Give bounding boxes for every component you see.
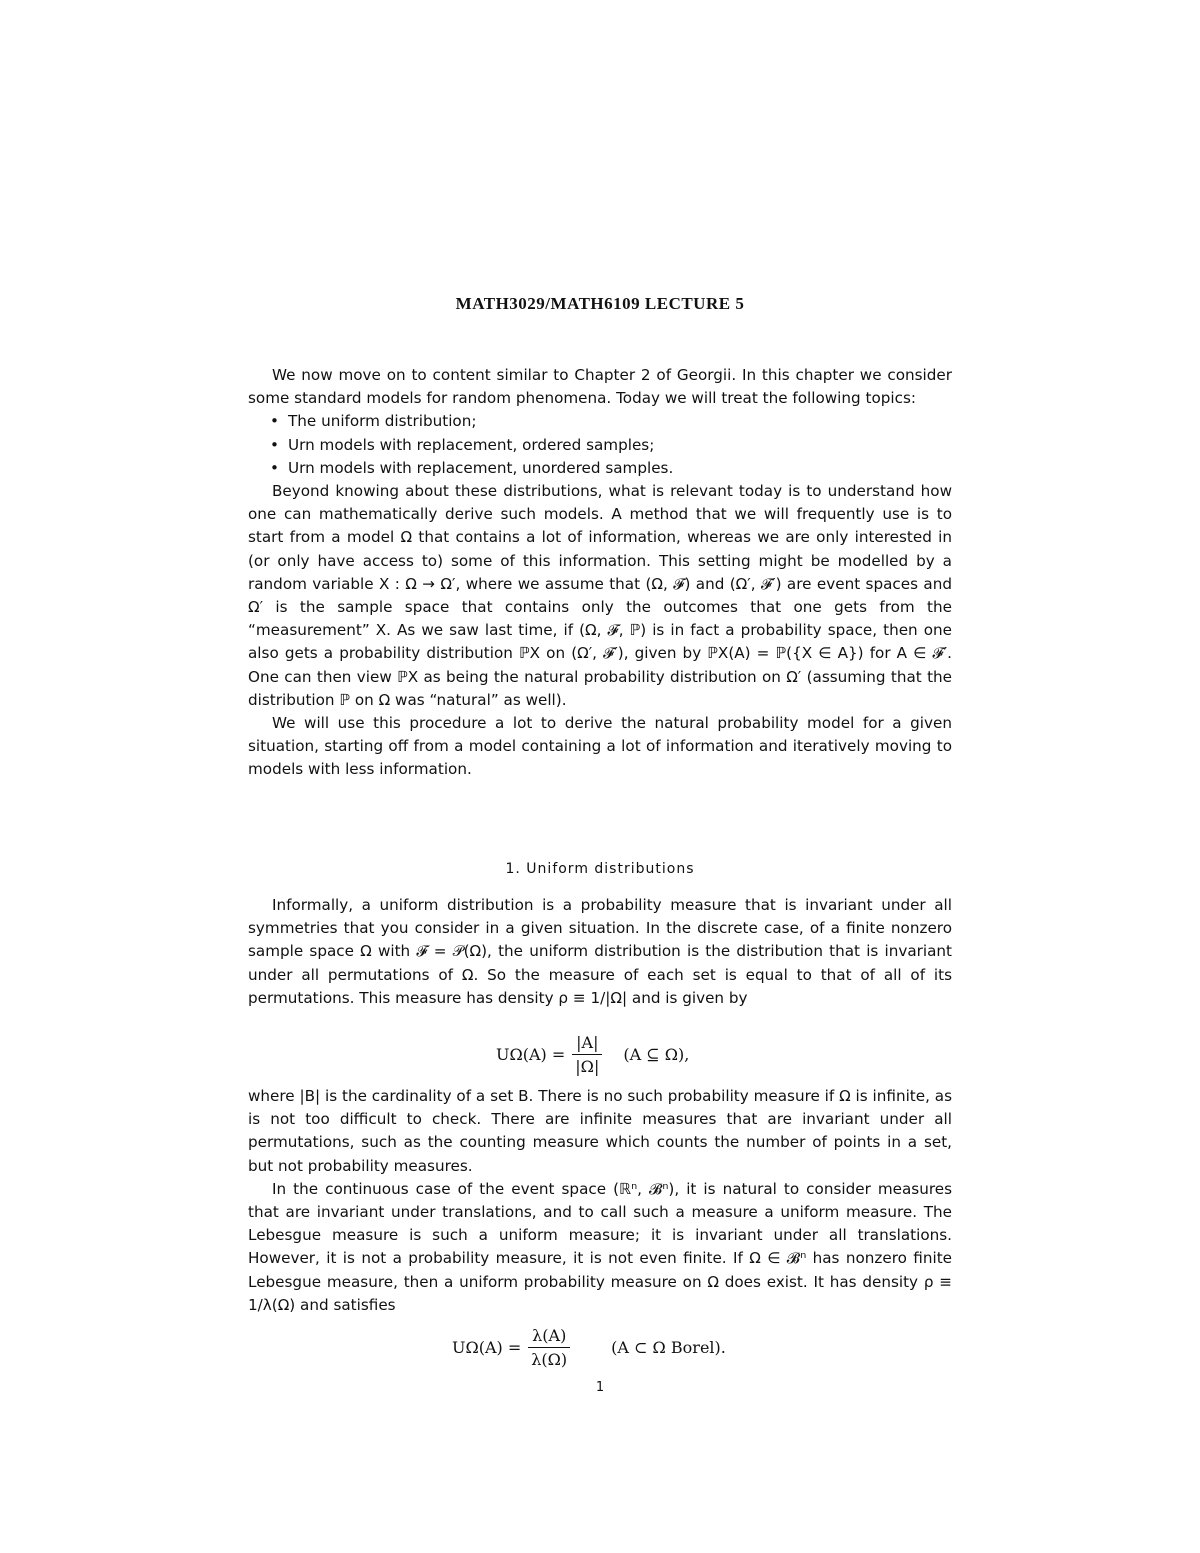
page-number: 1 [595, 1380, 605, 1395]
bullet-icon: • [270, 458, 279, 477]
equation-condition: (A ⊆ Ω), [623, 1045, 690, 1064]
bullet-icon: • [270, 435, 279, 454]
equation-lhs: UΩ(A) = [452, 1338, 522, 1357]
intro-paragraph-3: We will use this procedure a lot to derive the natural probability model for a given situation, starting off from a model containing a lot of information and iteratively moving to models with less information. [248, 714, 952, 779]
intro-paragraph-2: Beyond knowing about these distributions, what is relevant today is to understand how one can mathematically derive such models. A method that we will frequently use is to start from a model Ω that contains a lot of information, whereas we are only interested in (or only have access to) some of this information. This setting might be modelled by a random variable X : Ω → Ω′, where we assume that (Ω, 𝓕) and (Ω′, 𝓕′) are event spaces and Ω′ is the sample space that contains only the outcomes that one gets from the “measurement” X. As we saw last time, if (Ω, 𝓕, ℙ) is in fact a probability space, then one also gets a probability distribution ℙX on (Ω′, 𝓕′), given by ℙX(A) = ℙ({X ∈ A}) for A ∈ 𝓕′. One can then view ℙX as being the natural probability distribution on Ω′ (assuming that the distribution ℙ on Ω was “natural” as well). [248, 482, 952, 709]
section1-block-a [248, 894, 952, 1010]
intro-paragraph-1: We now move on to content similar to Chapter 2 of Georgii. In this chapter we consider some standard models for random phenomena. Today we will treat the following topics: [248, 366, 952, 408]
equation-fraction: $\frac{|A|}{|\Omega|}$ [571, 1033, 603, 1076]
topic-list [248, 410, 952, 480]
equation-uniform-continuous [452, 1326, 726, 1369]
section-heading: 1. Uniform distributions [505, 861, 695, 877]
list-item: • Urn models with replacement, ordered samples; [288, 434, 952, 457]
section1-paragraph-1: Informally, a uniform distribution is a probability measure that is invariant under all symmetries that you consider in a given situation. In the discrete case, of a finite nonzero sample space Ω with 𝓕 = 𝒫(Ω), the uniform distribution is the distribution that is invariant under all permutations of Ω. So the measure of each set is equal to that of all of its permutations. This measure has density ρ ≡ 1/|Ω| and is given by [248, 896, 952, 1007]
equation-condition: (A ⊂ Ω Borel). [611, 1338, 726, 1357]
list-item: • The uniform distribution; [288, 410, 952, 433]
lecture-title: MATH3029/MATH6109 LECTURE 5 [455, 294, 745, 313]
equation-lhs: UΩ(A) = [496, 1045, 566, 1064]
section1-paragraph-2: where |B| is the cardinality of a set B. There is no such probability measure if Ω is infinite, as is not too difficult to check. There are infinite measures that are invariant under all permutations, such as the counting measure which counts the number of points in a set, but not probability measures. [248, 1087, 952, 1175]
list-item: • Urn models with replacement, unordered samples. [288, 457, 952, 480]
bullet-icon: • [270, 412, 279, 431]
intro-block [248, 364, 952, 782]
equation-uniform-discrete [496, 1033, 689, 1076]
equation-fraction: $\frac{\lambda(A)}{\lambda(\Omega)}$ [527, 1326, 571, 1369]
section1-paragraph-3: In the continuous case of the event space (ℝⁿ, 𝓑ⁿ), it is natural to consider measures that are invariant under translations, and to call such a measure a uniform measure. The Lebesgue measure is such a uniform measure; it is invariant under all translations. However, it is not a probability measure, it is not even finite. If Ω ∈ 𝓑ⁿ has nonzero finite Lebesgue measure, then a uniform probability measure on Ω does exist. It has density ρ ≡ 1/λ(Ω) and satisfies [248, 1179, 952, 1314]
section1-block-b [248, 1085, 952, 1317]
